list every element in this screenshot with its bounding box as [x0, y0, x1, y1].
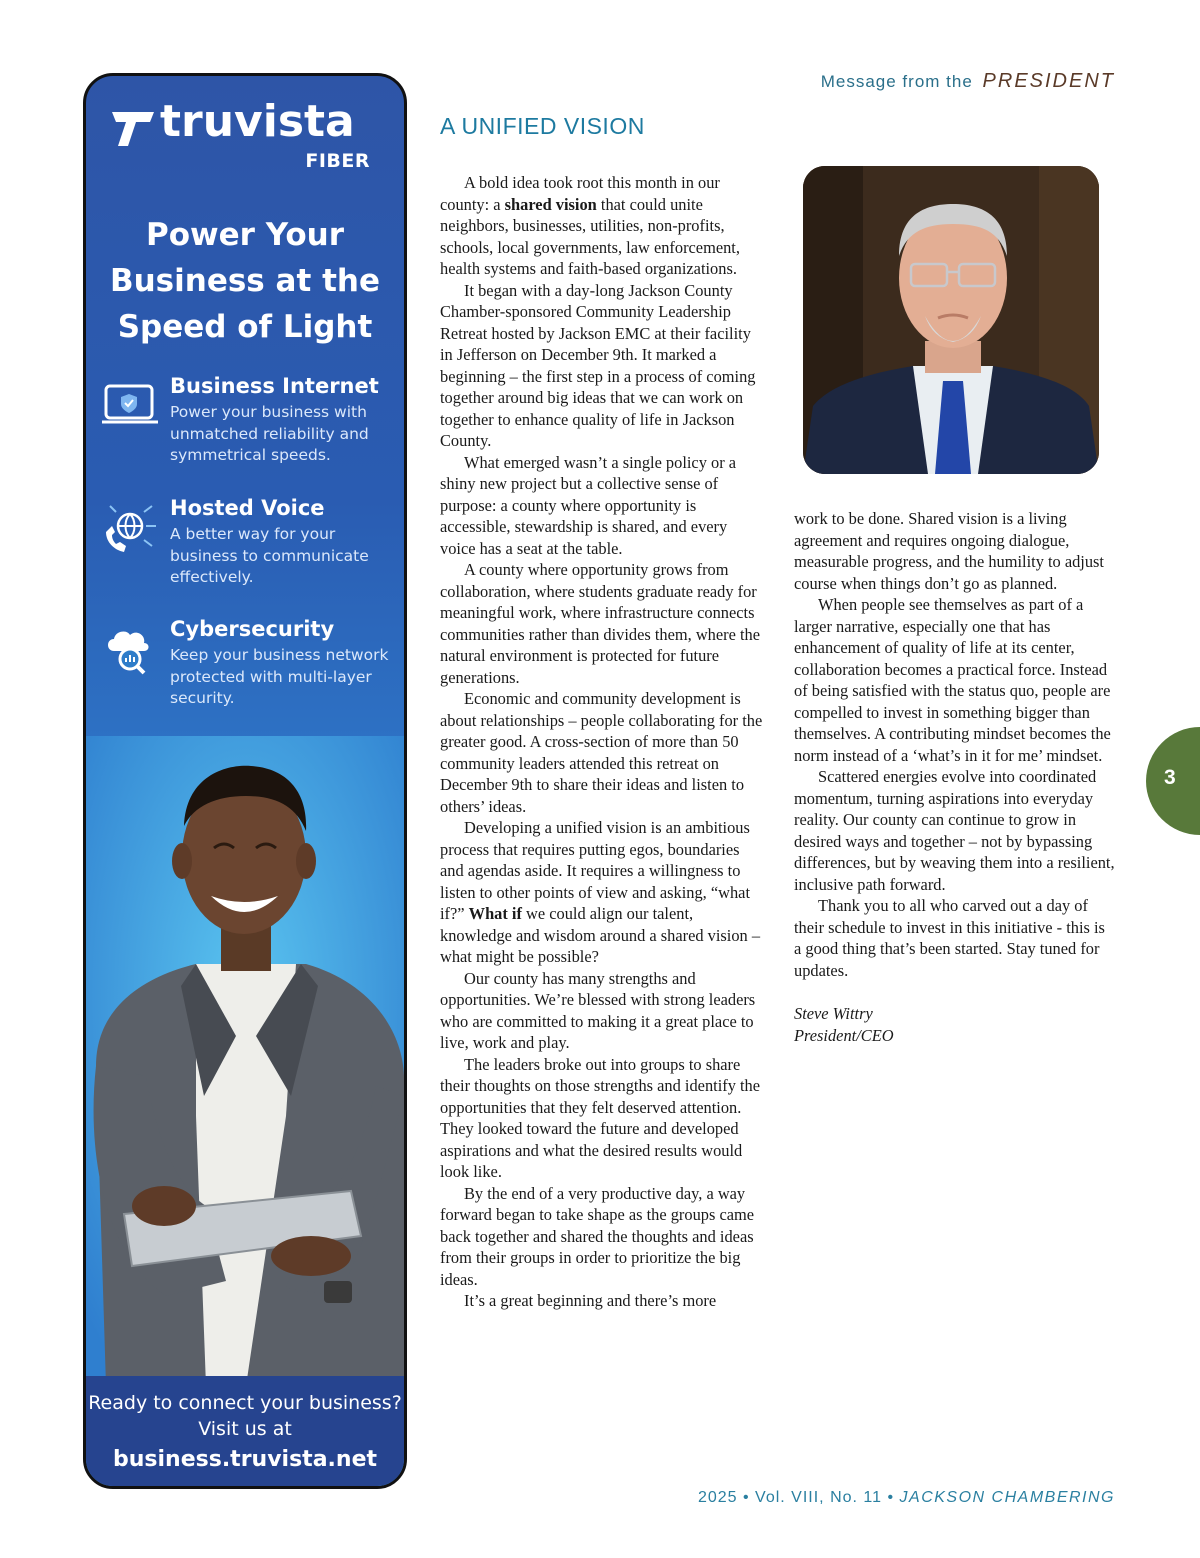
- section-kicker: [821, 70, 1115, 93]
- service-title: Business Internet: [170, 374, 379, 398]
- signature-block: [794, 1003, 1116, 1046]
- truvista-mark-icon: [110, 108, 156, 150]
- paragraph: work to be done. Shared vision is a living agreement and requires ongoing dialogue, measurable progress, and the humility to adjust course when things don’t go as planned.: [794, 509, 1104, 593]
- page-number: 3: [1164, 766, 1176, 789]
- kicker-text: Message from the: [820, 72, 973, 91]
- article-column-2: [794, 508, 1116, 1046]
- issue-footer: [698, 1489, 1115, 1507]
- businessman-tablet-photo: [86, 736, 404, 1386]
- paragraph: The leaders broke out into groups to share their thoughts on those strengths and identify the opportunities that they felt deserved attention. They looked toward the future and developed aspirations and what the desired results would look like.: [440, 1054, 761, 1181]
- ad-headline: Power Your Business at the Speed of Light: [109, 217, 380, 345]
- globe-phone-icon: [100, 502, 162, 558]
- service-title: Cybersecurity: [170, 617, 335, 641]
- text-run: Developing a unified vision is an ambitious process that requires putting egos, boundaries and agendas aside. It requires a willingness to listen to other points of view and asking, “what if?”: [440, 818, 750, 923]
- service-business-internet: [100, 374, 396, 474]
- publication-name: JACKSON CHAMBERING: [899, 1489, 1115, 1506]
- text-run: A bold idea took root this month in our county: a: [440, 173, 720, 214]
- kicker-emphasis: PRESIDENT: [982, 70, 1115, 92]
- service-desc: A better way for your business to communicate effectively.: [170, 525, 369, 586]
- service-desc: Keep your business network protected with multi-layer security.: [170, 646, 389, 707]
- paragraph: [440, 817, 764, 968]
- article-column-1: [440, 172, 764, 1312]
- brand-sub: FIBER: [305, 150, 370, 172]
- issue-info: 2025 • Vol. VIII, No. 11 •: [697, 1489, 895, 1506]
- service-cybersecurity: [100, 617, 396, 717]
- bold-text: shared vision: [504, 194, 597, 214]
- cloud-search-icon: [100, 623, 162, 679]
- signature-name: Steve Wittry: [794, 1004, 873, 1023]
- paragraph: Scattered energies evolve into coordinated momentum, turning aspirations into everyday reality. Our county can continue to grow in desired ways and together – not by bypassing differences, but by weaving them into a resilient, inclusive path forward.: [794, 767, 1115, 894]
- signature-title: President/CEO: [794, 1025, 894, 1045]
- paragraph: It began with a day-long Jackson County Chamber-sponsored Community Leadership Retreat hosted by Jackson EMC at their facility in Jefferson on December 9th. It marked a beginning – the first step in a process of coming together around big ideas that we can work on together to enhance quality of life in Jackson County.: [440, 280, 756, 450]
- president-portrait-photo: [803, 166, 1099, 474]
- ad-cta: Ready to connect your business? Visit us at: [88, 1392, 402, 1440]
- paragraph: It’s a great beginning and there’s more: [464, 1291, 717, 1310]
- paragraph: [440, 172, 764, 280]
- service-hosted-voice: [100, 496, 396, 596]
- ad-footer: [86, 1376, 404, 1486]
- article-title: A UNIFIED VISION: [440, 113, 645, 139]
- bold-text: What if: [468, 904, 522, 923]
- paragraph: Our county has many strengths and opportunities. We’re blessed with strong leaders who are committed to making it a great place to live, work and play.: [440, 968, 756, 1052]
- paragraph: What emerged wasn’t a single policy or a shiny new project but a collective sense of purpose: a county where opportunity is accessible, stewardship is shared, and every voice has a seat at the table.: [440, 452, 737, 558]
- service-title: Hosted Voice: [170, 496, 325, 520]
- brand-name: truvista: [160, 96, 355, 147]
- ad-url-link[interactable]: business.truvista.net: [113, 1447, 377, 1472]
- text-run: we could align our talent, knowledge and wisdom around a shared vision – what might be possible?: [440, 904, 761, 966]
- service-desc: Power your business with unmatched reliability and symmetrical speeds.: [170, 403, 369, 464]
- laptop-shield-icon: [100, 380, 162, 436]
- paragraph: Thank you to all who carved out a day of their schedule to invest in this initiative - this is a good thing that’s been started. Stay tuned for updates.: [794, 896, 1105, 980]
- paragraph: When people see themselves as part of a larger narrative, especially one that has enhancement of quality of life at its center, collaboration becomes a practical force. Instead of being satisfied with the status quo, people are compelled to invest in something bigger than themselves. A contributing mindset becomes the norm instead of a ‘what’s in it for me’ mindset.: [794, 595, 1111, 765]
- truvista-logo: [108, 96, 388, 184]
- paragraph: By the end of a very productive day, a way forward began to take shape as the groups came back together and shared the thoughts and ideas from their groups in order to prioritize the big ideas.: [440, 1183, 755, 1289]
- paragraph: Economic and community development is about relationships – people collaborating for the greater good. A cross-section of more than 50 community leaders attended this retreat on December 9th to share their ideas and listen to others’ ideas.: [440, 689, 763, 816]
- paragraph: A county where opportunity grows from collaboration, where students graduate ready for meaningful work, where infrastructure connects communities rather than divides them, where the natural environment is protected for future generations.: [440, 560, 760, 687]
- truvista-ad: [83, 73, 407, 1489]
- text-run: that could unite neighbors, businesses, utilities, non-profits, schools, local governments, law enforcement, health systems and faith-based organizations.: [440, 194, 740, 278]
